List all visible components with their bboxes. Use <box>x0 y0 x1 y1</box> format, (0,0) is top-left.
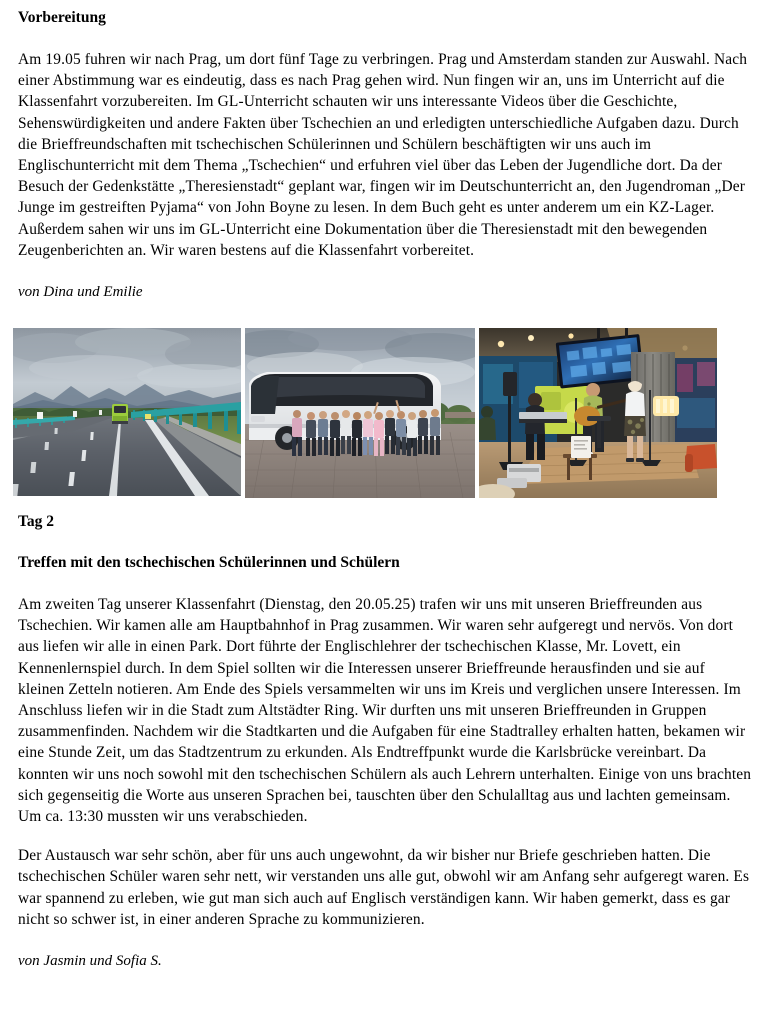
paragraph-tag-2-first: Am zweiten Tag unserer Klassenfahrt (Dienstag, den 20.05.25) trafen wir uns mit unseren Brieffreunden aus Tschechien. Wir kamen alle am Hauptbahnhof in Prag zusammen. Wir waren sehr aufgeregt und nervös. Von dort aus liefen wir alle in einen Park. Dort führte der Englischlehrer der tschechischen Klasse, Mr. Lovett, ein Kennenlernspiel durch. In dem Spiel sollten wir die Interessen unserer Brieffreunde herausfinden und sie auf kleinen Zetteln notieren. Am Ende des Spiels versammelten wir uns im Kreis und verglichen unsere Interessen. Im Anschluss liefen wir in die Stadt zum Altstädter Ring. Wir durften uns mit unseren Brieffreunden in Gruppen zusammenfinden. Nachdem wir die Stadtkarten und die Aufgaben für eine Stadtralley erhalten hatten, bekamen wir eine Stunde Zeit, um das Stadtzentrum zu erkunden. Als Endtreffpunkt wurde die Karlsbrücke vereinbart. Da konnten wir uns noch sowohl mit den tschechischen Schülern als auch Lehrern unterhalten. Einige von uns brachten sich gegenseitig die Worte aus unseren Sprachen bei, tauschten über den Schulalltag aus und lachten gemeinsam. Um ca. 13:30 mussten wir uns verabschieden. <box>18 596 752 826</box>
spacer <box>18 302 752 328</box>
paragraph-tag-2-second: Der Austausch war sehr schön, aber für uns auch ungewohnt, da wir bisher nur Briefe geschrieben hatten. Die tschechischen Schüler waren sehr nett, wir verstanden uns alle gut, obwohl wir am Anfang sehr aufgeregt waren. Es war spannend zu erleben, wie gut man sich auch auf Englisch verständigen kann. Wir haben gemerkt, dass es gar nicht so schwer ist, in einer anderen Sprache zu kommunizieren. <box>18 847 750 928</box>
byline-vorbereitung: von Dina und Emilie <box>18 284 143 301</box>
photo-hotel-lounge-graphic <box>479 328 717 498</box>
photo-highway-bus <box>13 328 241 496</box>
section-heading-vorbereitung: Vorbereitung <box>18 9 106 26</box>
spacer <box>18 532 752 553</box>
paragraph-vorbereitung: Am 19.05 fuhren wir nach Prag, um dort fünf Tage zu verbringen. Prag und Amsterdam standen zur Auswahl. Nach einer Abstimmung war es eindeutig, dass es nach Prag gehen wird. Nun fingen wir an, uns im Unterricht auf die Klassenfahrt vorzubereiten. Im GL-Unterricht schauten wir uns interessante Videos über die Geschichte, Sehenswürdigkeiten und andere Fakten über Tschechien an und erledigten unterschiedliche Aufgaben dazu. Durch die Brieffreundschaften mit tschechischen Schülerinnen und Schülern beschäftigten wir uns auch im Englischunterricht mit dem Thema „Tschechien“ und erfuhren viel über das Leben der Jugendliche dort. Da der Besuch der Gedenkstätte „Theresienstadt“ geplant war, fingen wir im Deutschunterricht an, den Jugendroman „Der Junge im gestreiften Pyjama“ von John Boyne zu lesen. In dem Buch geht es unter anderem um ein KZ-Lager. Außerdem sahen wir uns im GL-Unterricht eine Dokumentation über die Theresienstadt mit den bewegenden Zeugenberichten an. Wir waren bestens auf die Klassenfahrt vorbereitet. <box>18 51 748 259</box>
byline-tag-2: von Jasmin und Sofia S. <box>18 953 162 970</box>
spacer <box>18 930 752 951</box>
photo-highway-bus-graphic <box>13 328 241 496</box>
photo-group-bus <box>245 328 475 498</box>
spacer <box>18 827 752 845</box>
spacer <box>18 261 752 282</box>
spacer <box>18 573 752 594</box>
photo-hotel-lounge <box>479 328 717 498</box>
photo-strip <box>13 328 752 498</box>
section-subheading-treffen: Treffen mit den tschechischen Schülerinnen und Schülern <box>18 554 400 572</box>
spacer <box>18 498 752 512</box>
spacer <box>18 28 752 49</box>
section-heading-tag-2: Tag 2 <box>18 513 55 531</box>
photo-group-bus-graphic <box>245 328 475 498</box>
